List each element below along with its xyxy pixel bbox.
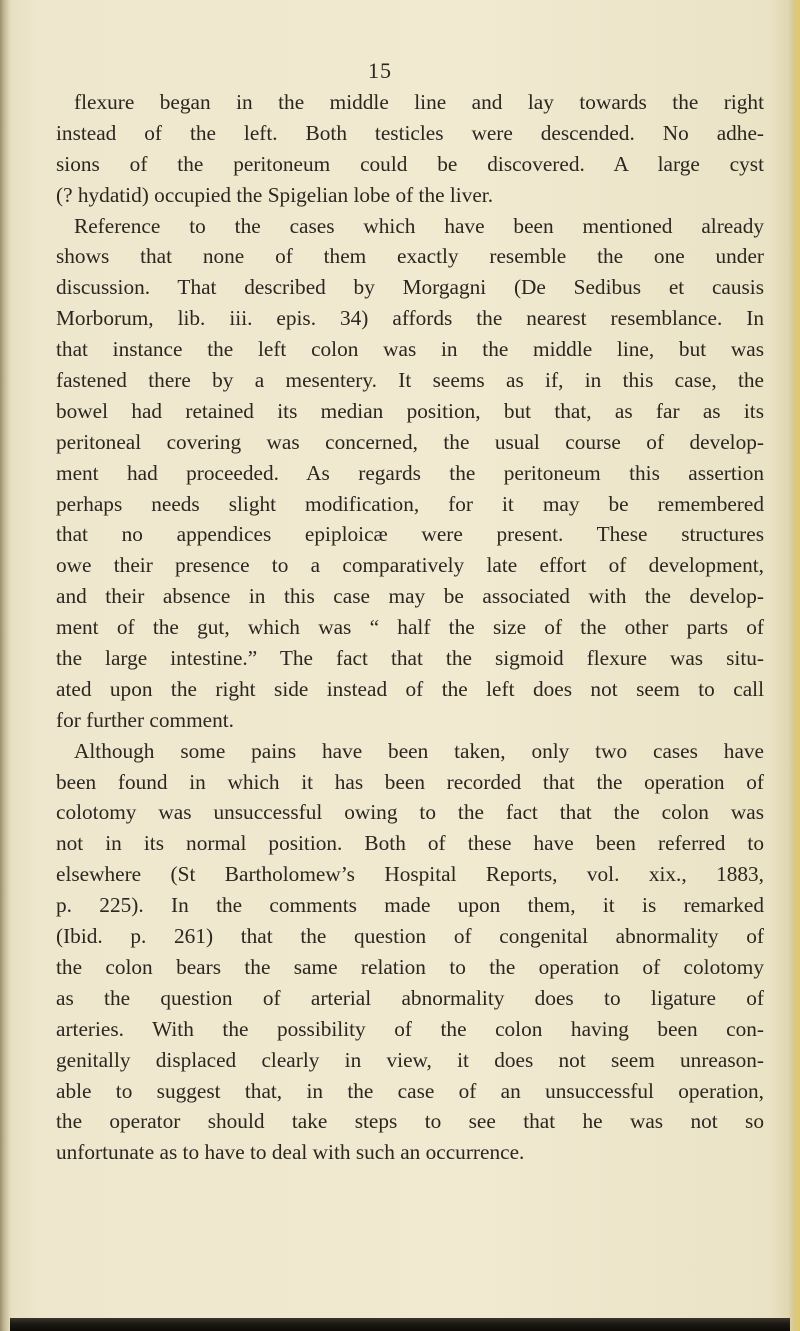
text-line: the operator should take steps to see that he was not so	[56, 1109, 764, 1134]
text-line: not in its normal position. Both of these have been referred to	[56, 831, 764, 856]
text-line: the large intestine.” The fact that the sigmoid flexure was situ-	[56, 646, 764, 671]
text-line: as the question of arterial abnormality does to ligature of	[56, 985, 764, 1010]
text-line: ated upon the right side instead of the left does not seem to call	[56, 676, 764, 701]
text-line: peritoneal covering was concerned, the usual course of develop-	[56, 429, 764, 454]
page-edge	[788, 0, 800, 1331]
text-line: owe their presence to a comparatively late effort of development,	[56, 553, 764, 578]
text-line: elsewhere (St Bartholomew’s Hospital Reports, vol. xix., 1883,	[56, 862, 764, 887]
text-line: Reference to the cases which have been mentioned already	[74, 213, 764, 238]
text-line: arteries. With the possibility of the colon having been con-	[56, 1016, 764, 1041]
page-gutter-shadow	[0, 0, 10, 1331]
text-line: unfortunate as to have to deal with such an occurrence.	[56, 1140, 525, 1165]
text-line: able to suggest that, in the case of an unsuccessful operation,	[56, 1078, 764, 1103]
text-line: ment of the gut, which was “ half the size of the other parts of	[56, 615, 764, 640]
text-line: that no appendices epiploicæ were present. These structures	[56, 522, 764, 547]
text-line: been found in which it has been recorded that the operation of	[56, 769, 764, 794]
text-line: discussion. That described by Morgagni (De Sedibus et causis	[56, 275, 764, 300]
text-line: genitally displaced clearly in view, it does not seem unreason-	[56, 1047, 764, 1072]
text-line: (Ibid. p. 261) that the question of congenital abnormality of	[56, 924, 764, 949]
text-line: colotomy was unsuccessful owing to the fact that the colon was	[56, 800, 764, 825]
text-line: Although some pains have been taken, only two cases have	[74, 738, 764, 763]
text-line: and their absence in this case may be associated with the develop-	[56, 584, 764, 609]
body-text	[56, 87, 764, 1168]
bottom-edge	[10, 1318, 790, 1331]
text-line: Morborum, lib. iii. epis. 34) affords the nearest resemblance. In	[56, 306, 764, 331]
text-line: flexure began in the middle line and lay towards the right	[74, 90, 764, 114]
text-line: p. 225). In the comments made upon them, it is remarked	[56, 893, 764, 918]
text-line: the colon bears the same relation to the operation of colotomy	[56, 954, 764, 979]
text-line: sions of the peritoneum could be discovered. A large cyst	[56, 151, 764, 176]
text-line: perhaps needs slight modification, for it may be remembered	[56, 491, 764, 516]
text-line: ment had proceeded. As regards the peritoneum this assertion	[56, 460, 764, 485]
page-number: 15	[368, 58, 392, 83]
text-line: fastened there by a mesentery. It seems as if, in this case, the	[56, 368, 764, 393]
text-line: that instance the left colon was in the middle line, but was	[56, 337, 764, 362]
text-line: (? hydatid) occupied the Spigelian lobe of the liver.	[56, 182, 494, 207]
text-line: instead of the left. Both testicles were descended. No adhe-	[56, 120, 764, 145]
text-line: for further comment.	[56, 707, 234, 732]
text-line: bowel had retained its median position, but that, as far as its	[56, 398, 764, 423]
text-line: shows that none of them exactly resemble the one under	[56, 244, 764, 269]
